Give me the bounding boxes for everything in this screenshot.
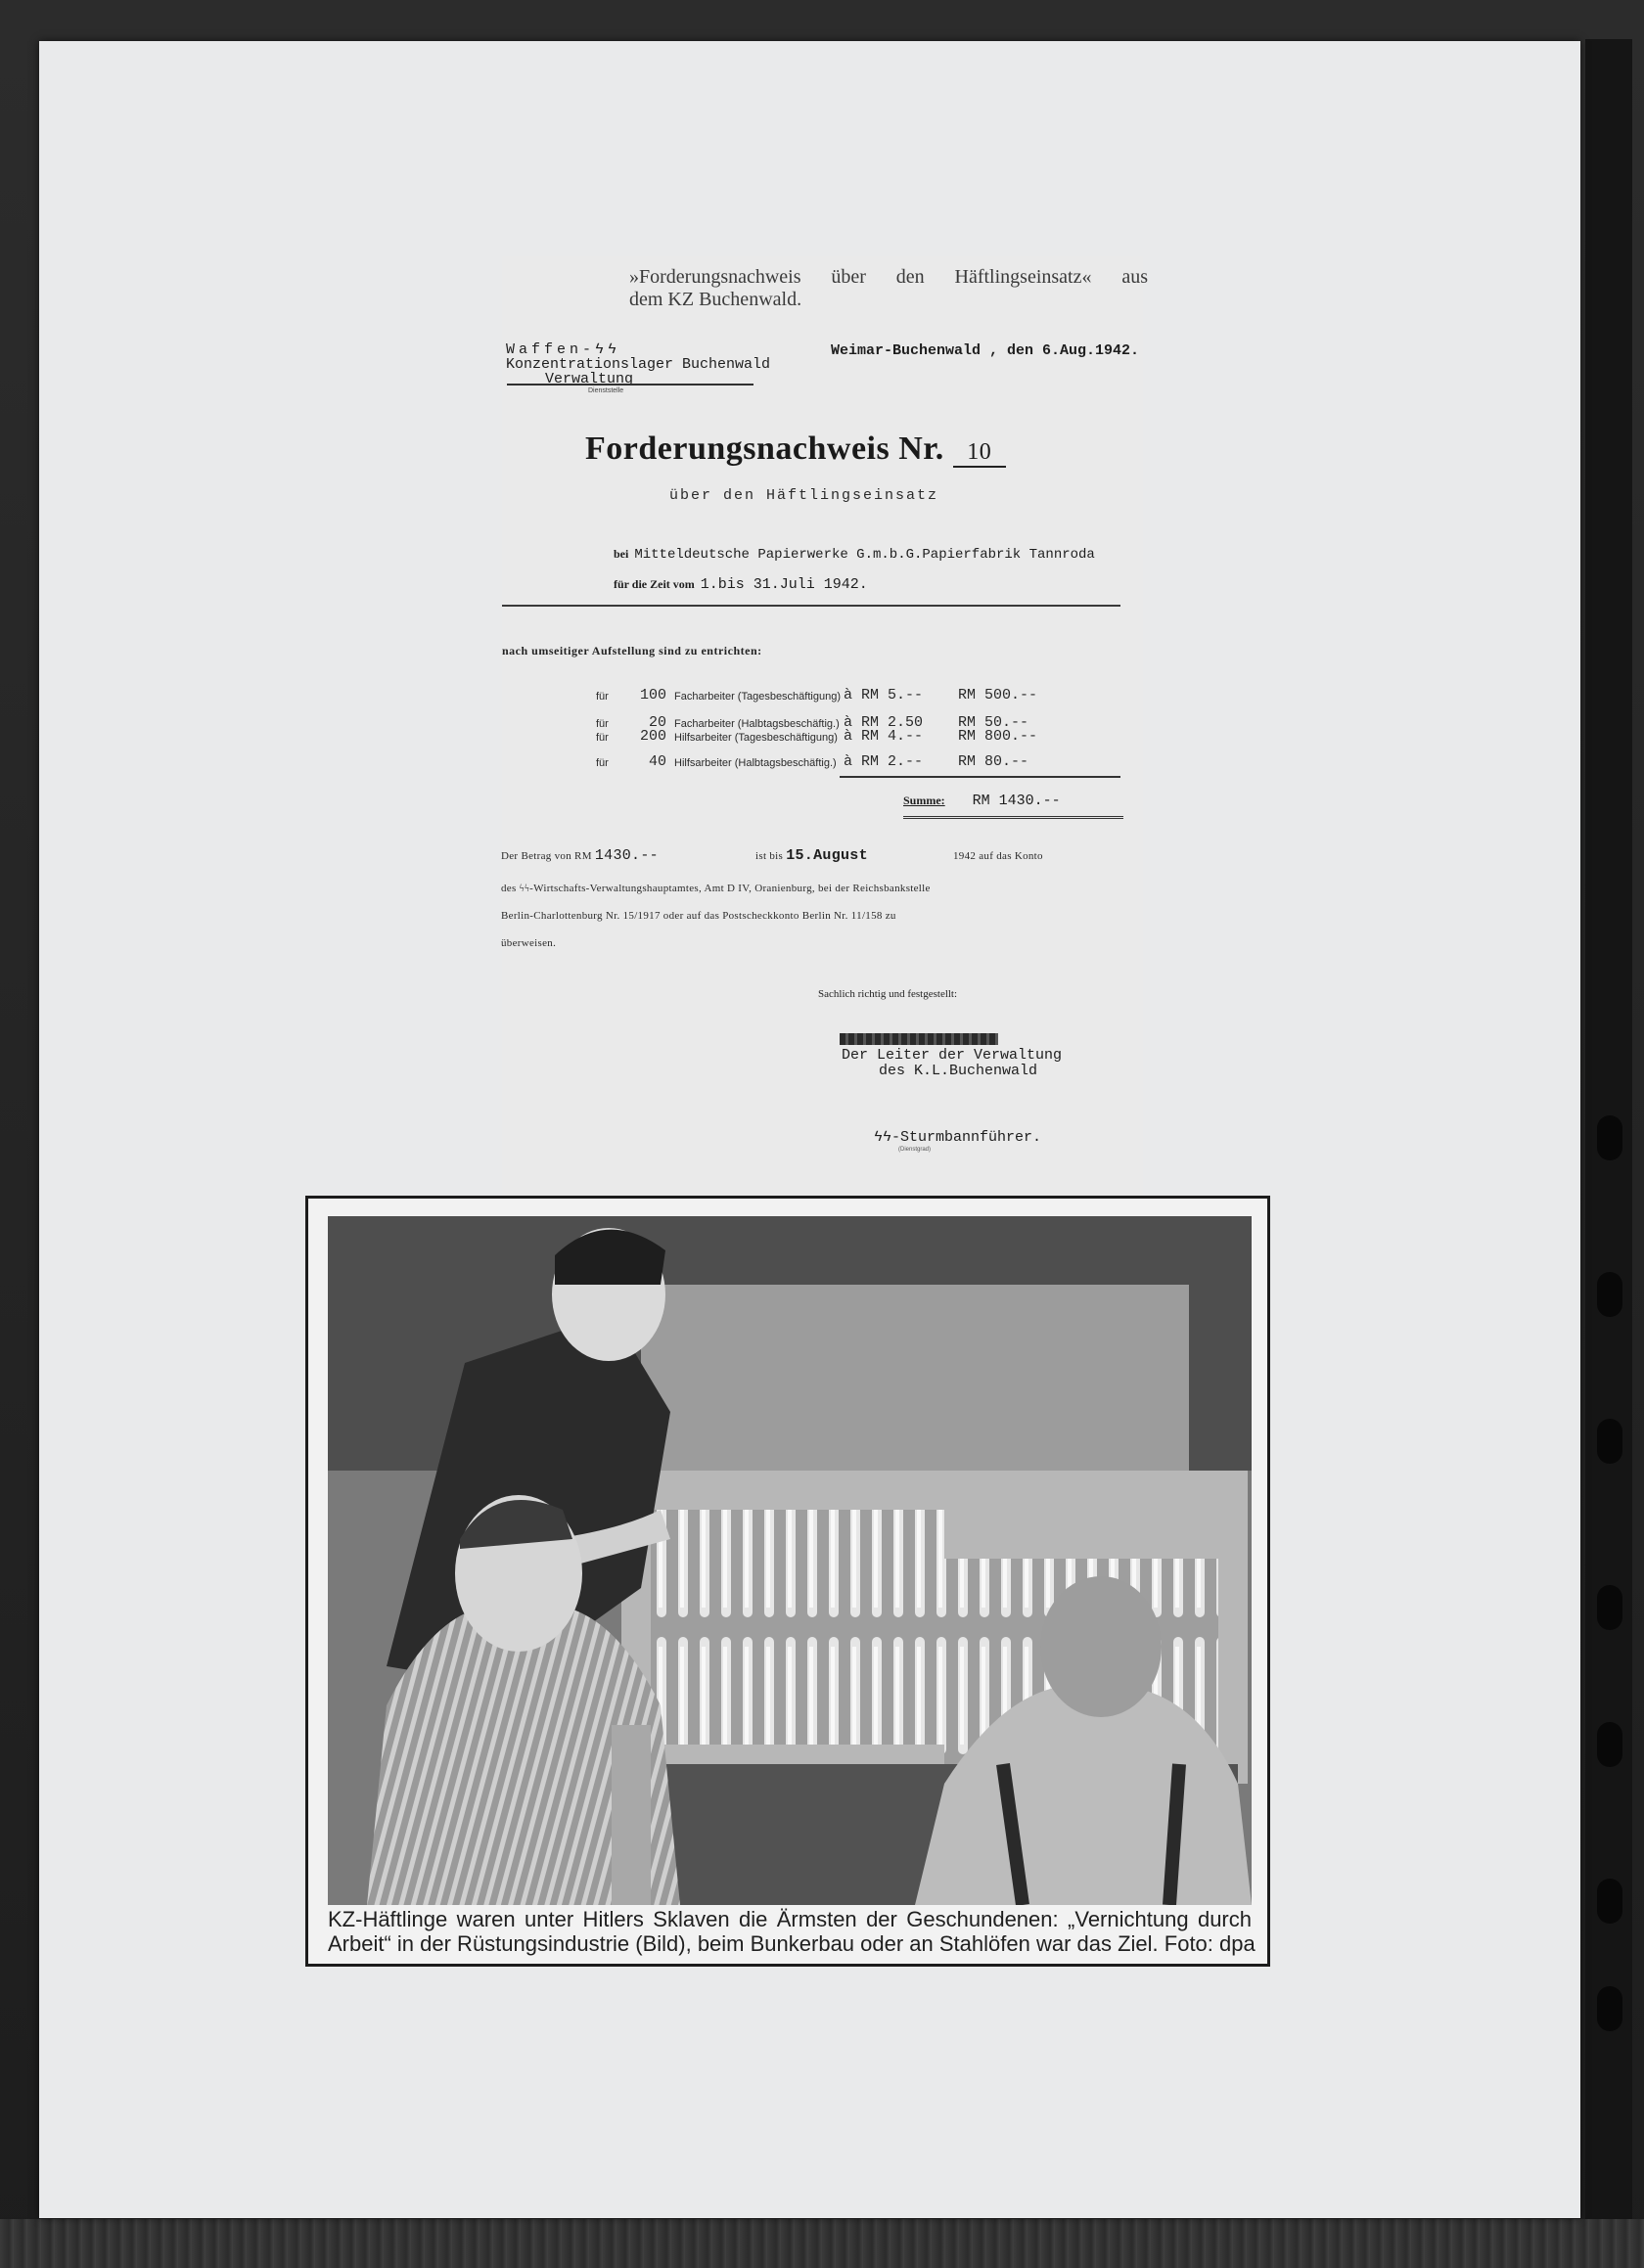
sender-underline [507, 384, 754, 386]
bei-label: bei [614, 547, 629, 561]
closing-text: Sachlich richtig und festgestellt: [818, 988, 958, 1000]
binder-hole [1597, 1986, 1622, 2031]
album-bottom-edge [0, 2219, 1644, 2268]
sum-label: Summe: [903, 794, 945, 807]
item-description: Facharbeiter (Tagesbeschäftigung) [674, 691, 841, 703]
sum-value: RM 1430.-- [972, 793, 1061, 809]
item-rate: à RM 4.-- [844, 728, 924, 745]
item-total: RM 80.-- [958, 753, 1029, 770]
binder-hole [1597, 1419, 1622, 1464]
item-rate: à RM 5.-- [844, 687, 924, 703]
item-description: Hilfsarbeiter (Tagesbeschäftigung) [674, 732, 838, 744]
item-fuer: für [596, 691, 609, 703]
item-count: 20 [648, 714, 666, 731]
caption-line: KZ-Häftlinge waren unter Hitlers Sklaven die Ärmsten der Geschundenen: „Vernichtung durch [328, 1907, 1252, 1931]
sender-block [506, 342, 770, 386]
item-underline [840, 776, 1120, 778]
item-description: Facharbeiter (Halbtagsbeschäftig.) [674, 718, 840, 730]
item-count: 200 [639, 728, 666, 745]
item-fuer: für [596, 732, 609, 744]
signature-line: Der Leiter der Verwaltung [842, 1047, 1063, 1064]
rank-note: (Dienstgrad) [898, 1147, 932, 1153]
item-fuer: für [596, 757, 609, 769]
document-title [585, 431, 1006, 468]
signature-rank: ϟϟ-Sturmbannführer. [874, 1129, 1042, 1146]
payment-text: Der Betrag von RM [501, 850, 592, 862]
prisoners-photo [328, 1216, 1252, 1905]
item-fuer: für [596, 718, 609, 730]
list-item [596, 687, 1124, 708]
intro-line: »Forderungsnachweis über den Häftlingseinsatz« aus [629, 266, 1148, 288]
document-clipping [501, 256, 1148, 1202]
item-count: 100 [639, 687, 666, 703]
binder-hole [1597, 1115, 1622, 1160]
document-subtitle: über den Häftlingseinsatz [669, 487, 939, 504]
title-number: 10 [953, 439, 1006, 468]
photo-clipping [305, 1196, 1270, 1967]
sum-line [903, 793, 1061, 809]
item-total: RM 50.-- [958, 714, 1029, 731]
item-rate: à RM 2.-- [844, 753, 924, 770]
photo-caption [328, 1907, 1256, 1956]
binder-hole [1597, 1585, 1622, 1630]
struck-out-text [840, 1033, 998, 1045]
intro-text [629, 266, 1148, 311]
payment-line: überweisen. [501, 937, 557, 949]
binder-hole [1597, 1272, 1622, 1317]
item-total: RM 800.-- [958, 728, 1038, 745]
payment-line: Berlin-Charlottenburg Nr. 15/1917 oder auf das Postscheckkonto Berlin Nr. 11/158 zu [501, 910, 896, 922]
sender-line: Verwaltung [545, 371, 634, 387]
dienststelle-label: Dienststelle [588, 387, 624, 394]
payment-line: des ϟϟ-Wirtschafts-Verwaltungshauptamtes, Amt D IV, Oranienburg, bei der Reichsbankstelle [501, 883, 931, 894]
list-item [596, 728, 1124, 749]
sender-line: Waffen-ϟϟ [506, 341, 621, 358]
item-total: RM 500.-- [958, 687, 1038, 703]
sender-line: Konzentrationslager Buchenwald [506, 356, 771, 373]
company-line [614, 547, 1095, 563]
caption-line: Arbeit“ in der Rüstungsindustrie (Bild), beim Bunkerbau oder an Stahlöfen war das Ziel. Foto: dpa [328, 1931, 1256, 1956]
company-name: Mitteldeutsche Papierwerke G.m.b.G.Papierfabrik Tannroda [634, 547, 1095, 563]
period-value: 1.bis 31.Juli 1942. [700, 576, 868, 593]
divider [502, 605, 1120, 607]
list-heading: nach umseitiger Aufstellung sind zu entrichten: [502, 644, 762, 658]
payment-line [501, 847, 1147, 864]
binder-hole [1597, 1879, 1622, 1924]
payment-amount: 1430.-- [594, 847, 659, 864]
title-text: Forderungsnachweis Nr. [585, 431, 944, 467]
place-date: Weimar-Buchenwald , den 6.Aug.1942. [831, 342, 1140, 359]
payment-due-date: 15.August [786, 847, 868, 864]
item-description: Hilfsarbeiter (Halbtagsbeschäftig.) [674, 757, 837, 769]
binder-hole [1597, 1722, 1622, 1767]
payment-text: ist bis [755, 850, 784, 862]
list-item [596, 753, 1124, 775]
period-label: für die Zeit vom [614, 577, 695, 591]
item-rate: à RM 2.50 [844, 714, 924, 731]
sum-underline [903, 816, 1123, 819]
signature-line: des K.L.Buchenwald [879, 1063, 1038, 1079]
intro-line: dem KZ Buchenwald. [629, 289, 802, 310]
period-line [614, 576, 868, 593]
payment-text: 1942 auf das Konto [952, 850, 1043, 862]
item-count: 40 [648, 753, 666, 770]
